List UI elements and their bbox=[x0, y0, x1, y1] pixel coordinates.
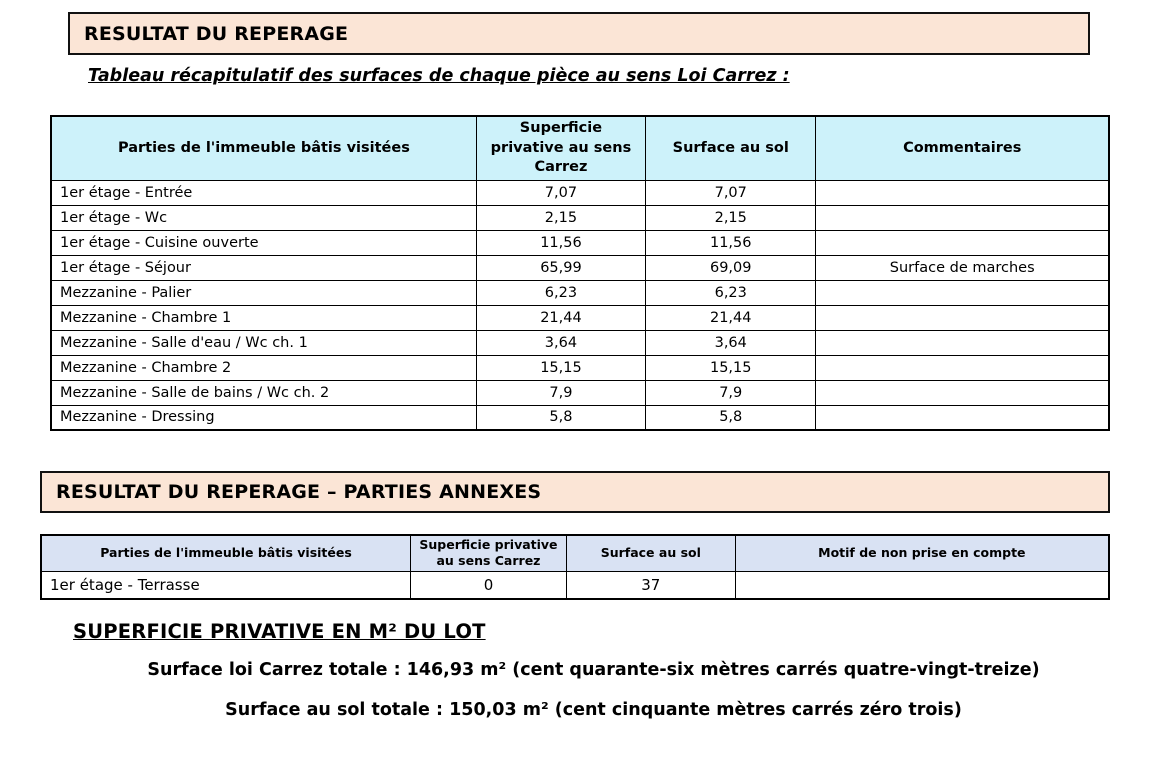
table-row bbox=[51, 255, 1109, 280]
cell-piece: 1er étage - Terrasse bbox=[41, 571, 411, 599]
table-row bbox=[51, 380, 1109, 405]
cell-piece: Mezzanine - Salle de bains / Wc ch. 2 bbox=[51, 380, 476, 405]
cell-piece: 1er étage - Entrée bbox=[51, 180, 476, 205]
section-annexes-title: RESULTAT DU REPERAGE – PARTIES ANNEXES bbox=[56, 481, 542, 503]
header-parties: Parties de l'immeuble bâtis visitées bbox=[51, 116, 476, 180]
cell-comment bbox=[816, 355, 1109, 380]
header-commentaires: Commentaires bbox=[816, 116, 1109, 180]
cell-piece: Mezzanine - Chambre 2 bbox=[51, 355, 476, 380]
cell-comment bbox=[816, 205, 1109, 230]
carrez-surfaces-table bbox=[50, 115, 1110, 431]
table-row bbox=[51, 180, 1109, 205]
cell-carrez: 6,23 bbox=[476, 280, 645, 305]
cell-comment bbox=[816, 230, 1109, 255]
table-row bbox=[51, 330, 1109, 355]
header-motif: Motif de non prise en compte bbox=[735, 535, 1109, 571]
cell-carrez: 2,15 bbox=[476, 205, 645, 230]
table-row bbox=[41, 571, 1109, 599]
cell-comment: Surface de marches bbox=[816, 255, 1109, 280]
cell-carrez: 0 bbox=[411, 571, 567, 599]
cell-sol: 5,8 bbox=[646, 405, 816, 430]
cell-sol: 11,56 bbox=[646, 230, 816, 255]
cell-piece: Mezzanine - Dressing bbox=[51, 405, 476, 430]
cell-piece: 1er étage - Séjour bbox=[51, 255, 476, 280]
cell-carrez: 7,07 bbox=[476, 180, 645, 205]
total-sol-line: Surface au sol totale : 150,03 m² (cent cinquante mètres carrés zéro trois) bbox=[225, 700, 962, 720]
cell-sol: 21,44 bbox=[646, 305, 816, 330]
cell-piece: 1er étage - Cuisine ouverte bbox=[51, 230, 476, 255]
cell-carrez: 21,44 bbox=[476, 305, 645, 330]
section-reperage-banner bbox=[68, 12, 1090, 55]
cell-carrez: 7,9 bbox=[476, 380, 645, 405]
cell-sol: 2,15 bbox=[646, 205, 816, 230]
cell-piece: Mezzanine - Chambre 1 bbox=[51, 305, 476, 330]
cell-sol: 15,15 bbox=[646, 355, 816, 380]
cell-piece: Mezzanine - Palier bbox=[51, 280, 476, 305]
carrez-table-subtitle: Tableau récapitulatif des surfaces de chaque pièce au sens Loi Carrez : bbox=[88, 66, 790, 86]
table-row bbox=[51, 355, 1109, 380]
cell-comment bbox=[816, 405, 1109, 430]
annexes-table bbox=[40, 534, 1110, 600]
table-row bbox=[51, 205, 1109, 230]
cell-motif bbox=[735, 571, 1109, 599]
header-parties: Parties de l'immeuble bâtis visitées bbox=[41, 535, 411, 571]
cell-sol: 7,07 bbox=[646, 180, 816, 205]
section-reperage-title: RESULTAT DU REPERAGE bbox=[84, 22, 349, 45]
cell-sol: 3,64 bbox=[646, 330, 816, 355]
superficie-lot-title: SUPERFICIE PRIVATIVE EN M² DU LOT bbox=[73, 620, 486, 643]
table-header-row bbox=[51, 116, 1109, 180]
cell-sol: 37 bbox=[566, 571, 735, 599]
header-surface-sol: Surface au sol bbox=[566, 535, 735, 571]
cell-comment bbox=[816, 380, 1109, 405]
header-superficie-carrez: Superficie privative au sens Carrez bbox=[411, 535, 567, 571]
cell-comment bbox=[816, 305, 1109, 330]
cell-carrez: 3,64 bbox=[476, 330, 645, 355]
total-carrez-line: Surface loi Carrez totale : 146,93 m² (cent quarante-six mètres carrés quatre-vingt-treize) bbox=[147, 660, 1040, 680]
cell-carrez: 5,8 bbox=[476, 405, 645, 430]
table-header-row bbox=[41, 535, 1109, 571]
header-superficie-carrez: Superficie privative au sens Carrez bbox=[476, 116, 645, 180]
cell-comment bbox=[816, 330, 1109, 355]
table-row bbox=[51, 230, 1109, 255]
table-row bbox=[51, 405, 1109, 430]
table-row bbox=[51, 280, 1109, 305]
cell-sol: 6,23 bbox=[646, 280, 816, 305]
cell-carrez: 11,56 bbox=[476, 230, 645, 255]
cell-carrez: 15,15 bbox=[476, 355, 645, 380]
table-row bbox=[51, 305, 1109, 330]
cell-sol: 69,09 bbox=[646, 255, 816, 280]
cell-sol: 7,9 bbox=[646, 380, 816, 405]
cell-comment bbox=[816, 180, 1109, 205]
cell-comment bbox=[816, 280, 1109, 305]
cell-carrez: 65,99 bbox=[476, 255, 645, 280]
header-surface-sol: Surface au sol bbox=[646, 116, 816, 180]
section-annexes-banner bbox=[40, 471, 1110, 513]
cell-piece: Mezzanine - Salle d'eau / Wc ch. 1 bbox=[51, 330, 476, 355]
cell-piece: 1er étage - Wc bbox=[51, 205, 476, 230]
